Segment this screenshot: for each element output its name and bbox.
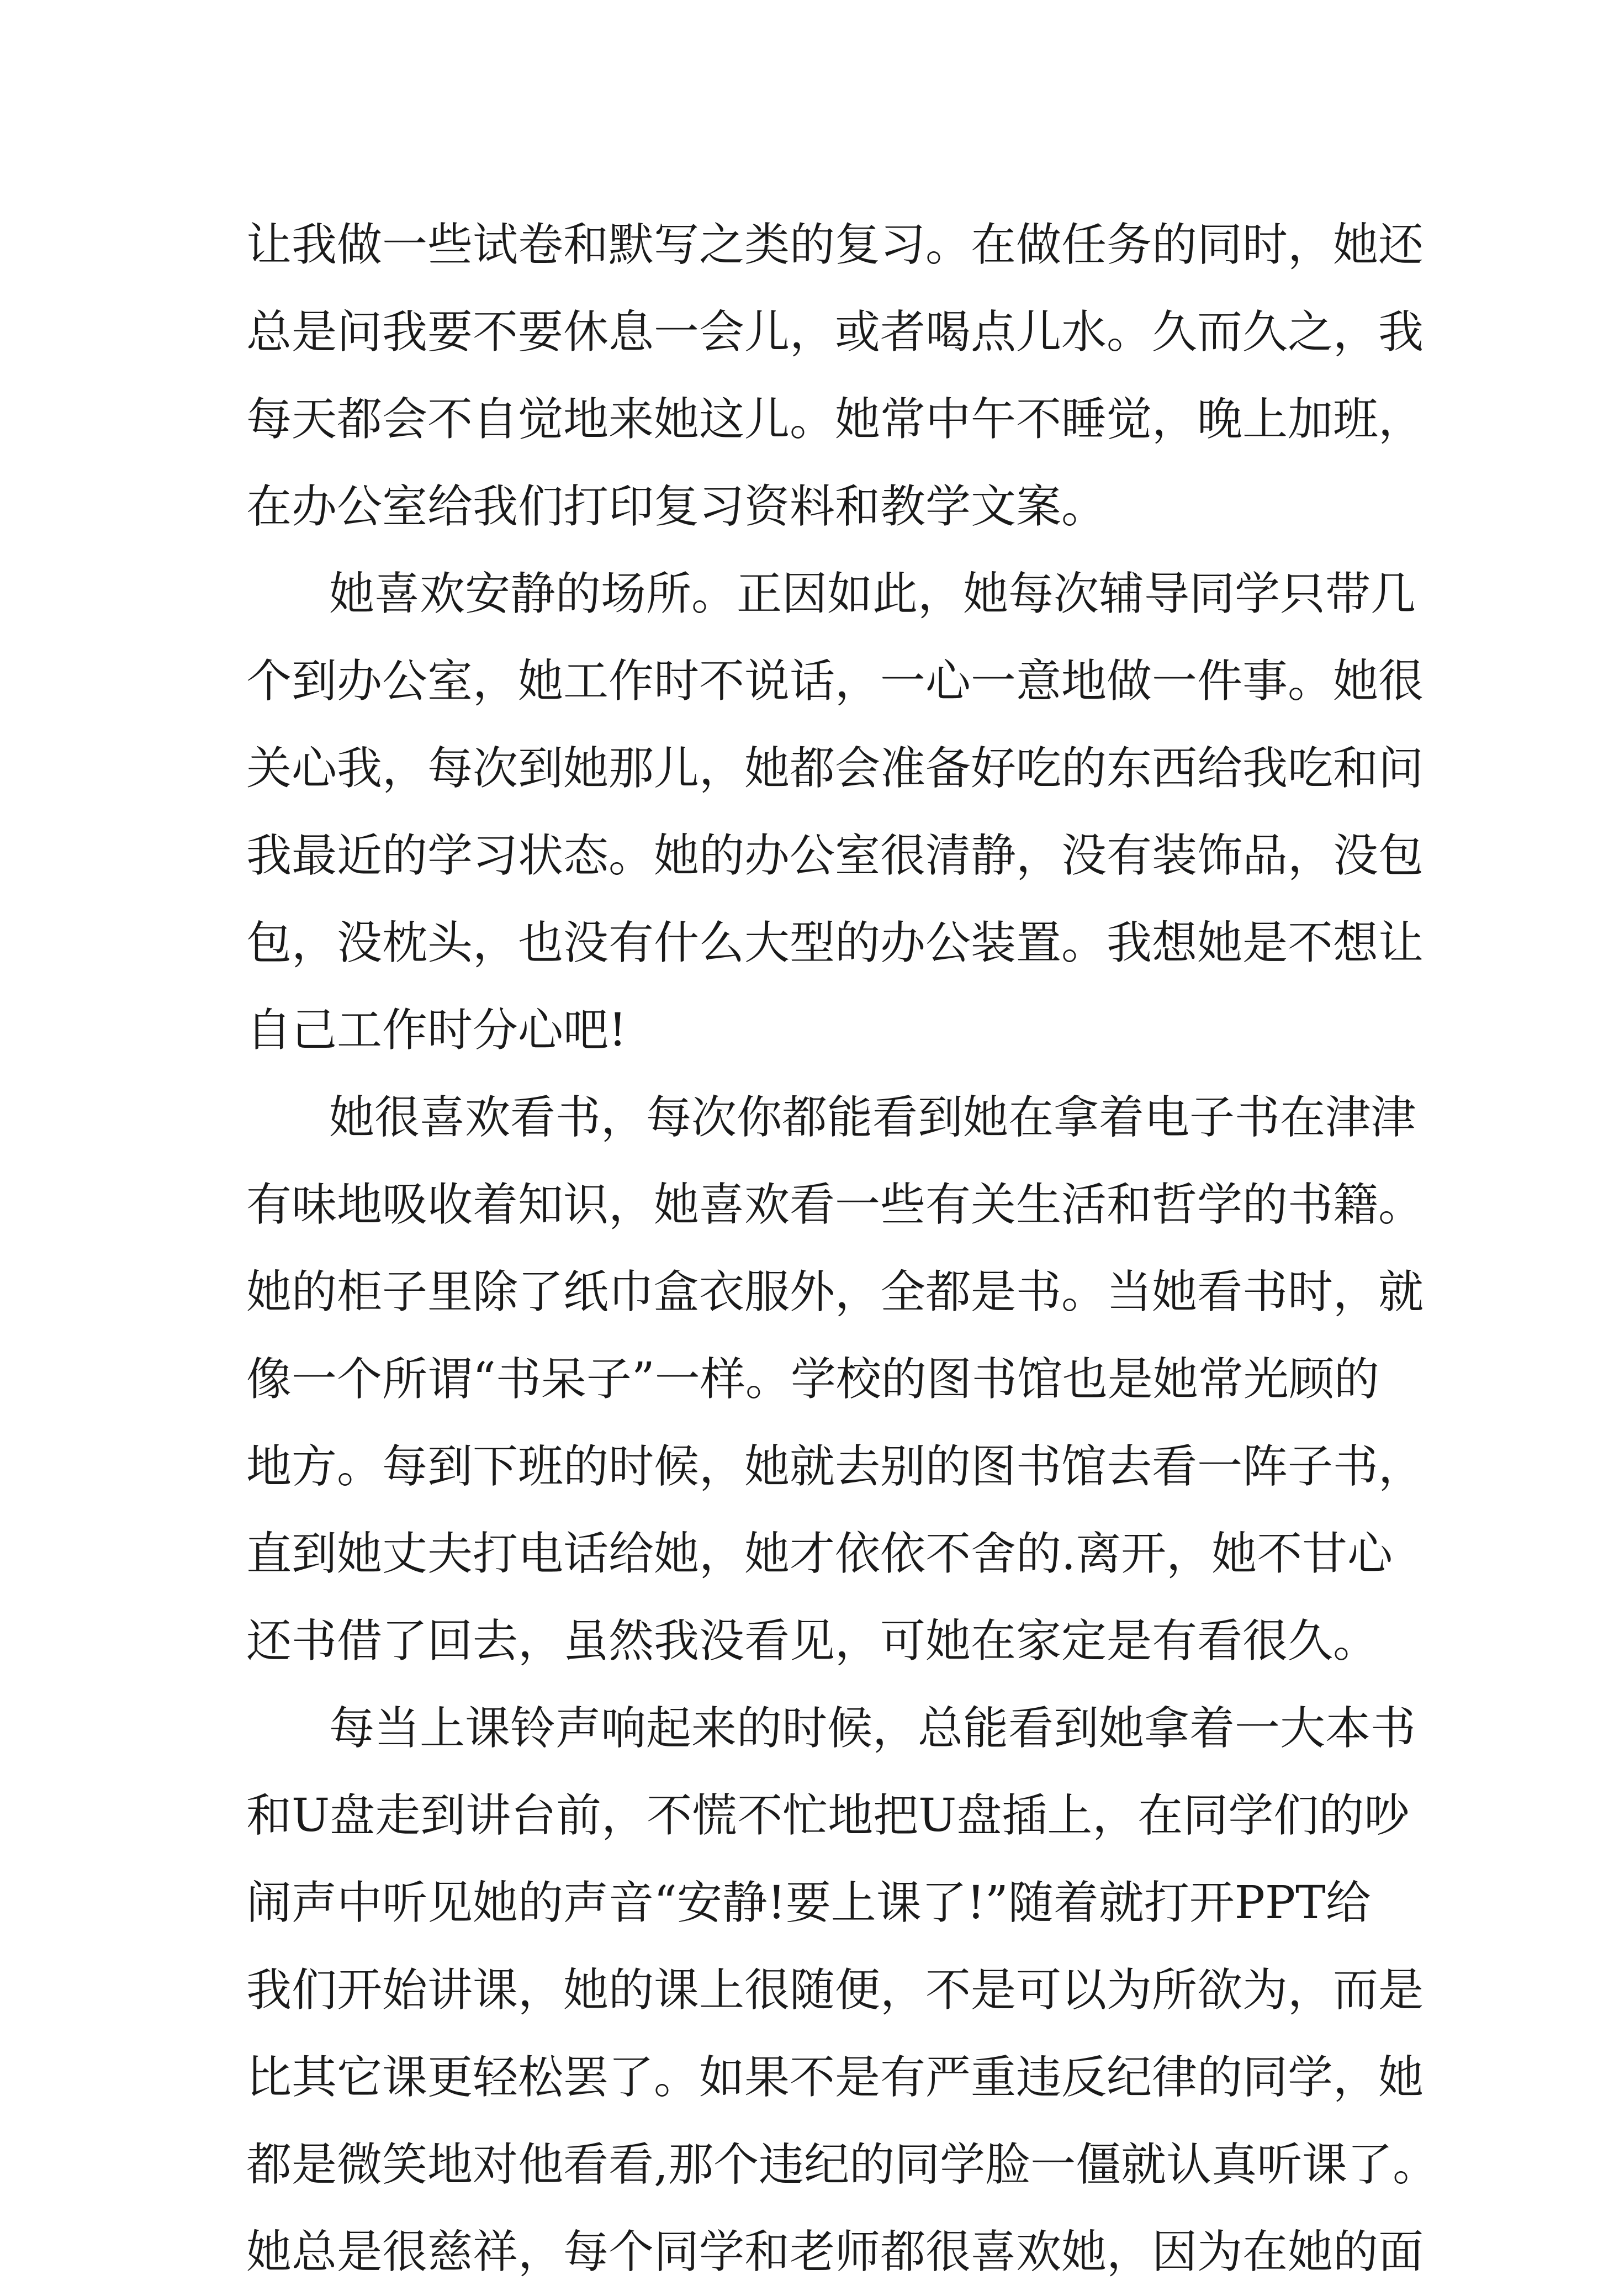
text-line: 地方。每到下班的时候，她就去别的图书馆去看一阵子书，	[246, 1440, 1424, 1493]
text-line: 比其它课更轻松罢了。如果不是有严重违反纪律的同学，她	[246, 2051, 1424, 2104]
text-line: 每天都会不自觉地来她这儿。她常中午不睡觉，晚上加班，	[246, 393, 1424, 446]
text-line: 自己工作时分心吧!	[246, 1004, 627, 1057]
text-line: 还书借了回去，虽然我没看见，可她在家定是有看很久。	[246, 1615, 1379, 1667]
text-line: 包，没枕头，也没有什么大型的办公装置。我想她是不想让	[246, 917, 1424, 969]
text-line: 都是微笑地对他看看,那个违纪的同学脸一僵就认真听课了。	[246, 2139, 1438, 2191]
text-line: 她喜欢安静的场所。正因如此，她每次辅导同学只带几	[329, 568, 1416, 620]
text-line: 她很喜欢看书，每次你都能看到她在拿着电子书在津津	[329, 1091, 1416, 1144]
text-line: 在办公室给我们打印复习资料和教学文案。	[246, 481, 1107, 533]
text-line: 总是问我要不要休息一会儿，或者喝点儿水。久而久之，我	[246, 306, 1424, 358]
text-line: 个到办公室，她工作时不说话，一心一意地做一件事。她很	[246, 655, 1424, 708]
text-line: 和U盘走到讲台前，不慌不忙地把U盘插上，在同学们的吵	[246, 1790, 1410, 1842]
text-line: 关心我，每次到她那儿，她都会准备好吃的东西给我吃和问	[246, 742, 1424, 795]
text-line: 我们开始讲课，她的课上很随便，不是可以为所欲为，而是	[246, 1964, 1424, 2017]
text-line: 她总是很慈祥，每个同学和老师都很喜欢她，因为在她的面	[246, 2226, 1424, 2278]
article-body	[246, 202, 1438, 2296]
text-line: 像一个所谓“书呆子”一样。学校的图书馆也是她常光顾的	[246, 1353, 1379, 1406]
text-line: 有味地吸收着知识，她喜欢看一些有关生活和哲学的书籍。	[246, 1179, 1424, 1231]
text-line: 直到她丈夫打电话给她，她才依依不舍的.离开，她不甘心	[246, 1528, 1393, 1580]
text-line: 她的柜子里除了纸巾盒衣服外，全都是书。当她看书时，就	[246, 1266, 1424, 1318]
text-line: 每当上课铃声响起来的时候，总能看到她拿着一大本书	[329, 1702, 1416, 1755]
text-line: 让我做一些试卷和默写之类的复习。在做任务的同时，她还	[246, 219, 1424, 271]
text-line: 闹声中听见她的声音“安静!要上课了!”随着就打开PPT给	[246, 1877, 1371, 1929]
text-line: 我最近的学习状态。她的办公室很清静，没有装饰品，没包	[246, 830, 1424, 882]
